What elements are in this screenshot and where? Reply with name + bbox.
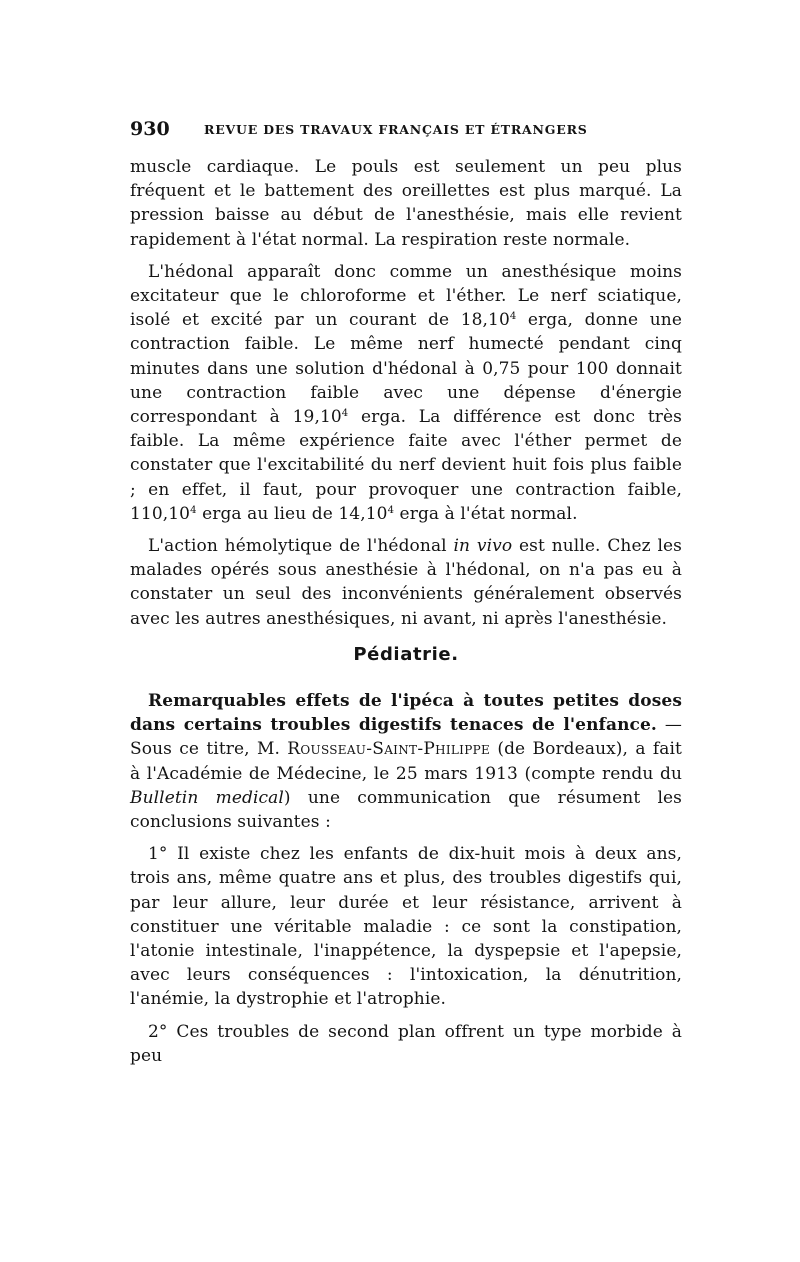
conclusion-2: 2° Ces troubles de second plan offrent un type morbide à peu	[130, 1021, 682, 1066]
italic-term: in vivo	[453, 536, 513, 557]
conclusion-1: 1° Il existe chez les enfants de dix-huit mois à deux ans, trois ans, même quatre ans et plus, des troubles digestifs qui, par leur allure, leur durée et leur résistance, arrivent à constituer une véritable maladie : ce sont la constipation, l'atonie intestinale, l'inappétence, la dyspepsie et l'apepsie, avec leurs conséquences : l'intoxication, la dénutrition, l'anémie, la dystrophie et l'atrophie.	[130, 844, 682, 1010]
text-run: est nulle. Chez les malades opérés sous anesthésie à l'hédonal, on n'a pas eu à constater un seul des inconvénients généralement observés avec les autres anesthésiques, ni avant, ni après l'anesthésie.	[130, 536, 683, 629]
text-run: erga à l'état normal.	[394, 503, 578, 524]
text-run: erga au lieu de 14,10	[196, 503, 388, 524]
text-run: ) une communication que résument les conclusions suivantes :	[130, 787, 682, 833]
page-number: 930	[130, 118, 170, 140]
journal-title: REVUE DES TRAVAUX FRANÇAIS ET ÉTRANGERS	[204, 122, 588, 137]
exponent: 4	[190, 504, 197, 516]
author-name: Rousseau-Saint-Philippe	[287, 739, 491, 760]
text-run: erga, donne une contraction faible. Le même nerf humecté pendant cinq minutes dans une solution d'hédonal à 0,75 pour 100 donnait une contraction faible avec une dépense d'énergie correspondant à 19,10	[130, 310, 682, 428]
text-run: L'action hémolytique de l'hédonal	[148, 536, 454, 557]
section-heading: Pédiatrie.	[353, 644, 459, 665]
running-head	[130, 118, 682, 144]
article-title: Remarquables effets de l'ipéca à toutes petites doses dans certains troubles digestifs tenaces de l'enfance.	[130, 691, 682, 736]
text-run: — Sous ce titre, M.	[130, 715, 682, 760]
text-run: erga. La différence est donc très faible. La même expérience faite avec l'éther permet de constater que l'excitabilité du nerf devient huit fois plus faible ; en effet, il faut, pour provoquer une contraction faible, 110,10	[130, 407, 683, 524]
text-run: (de Bordeaux), a fait à l'Académie de Médecine, le 25 mars 1913 (compte rendu du	[130, 739, 682, 784]
pediatrics-section	[130, 643, 682, 1076]
paragraph-hedonal-anesthetic	[130, 260, 682, 526]
exponent: 4	[509, 311, 517, 323]
exponent: 4	[387, 504, 395, 516]
paragraph-hemolytic-action	[130, 534, 682, 631]
exponent: 4	[341, 408, 349, 420]
source-title: Bulletin medical	[130, 787, 284, 808]
paragraph-continued: muscle cardiaque. Le pouls est seulement un peu plus fréquent et le battement des oreillettes est plus marqué. La pression baisse au début de l'anesthésie, mais elle revient rapidement à l'état normal. La respiration reste normale.	[130, 157, 682, 250]
body-text	[130, 155, 682, 639]
article-summary	[130, 689, 682, 834]
text-run: L'hédonal apparaît donc comme un anesthésique moins excitateur que le chloroforme et l'éther. Le nerf sciatique, isolé et excité par un courant de 18,10	[130, 261, 682, 331]
